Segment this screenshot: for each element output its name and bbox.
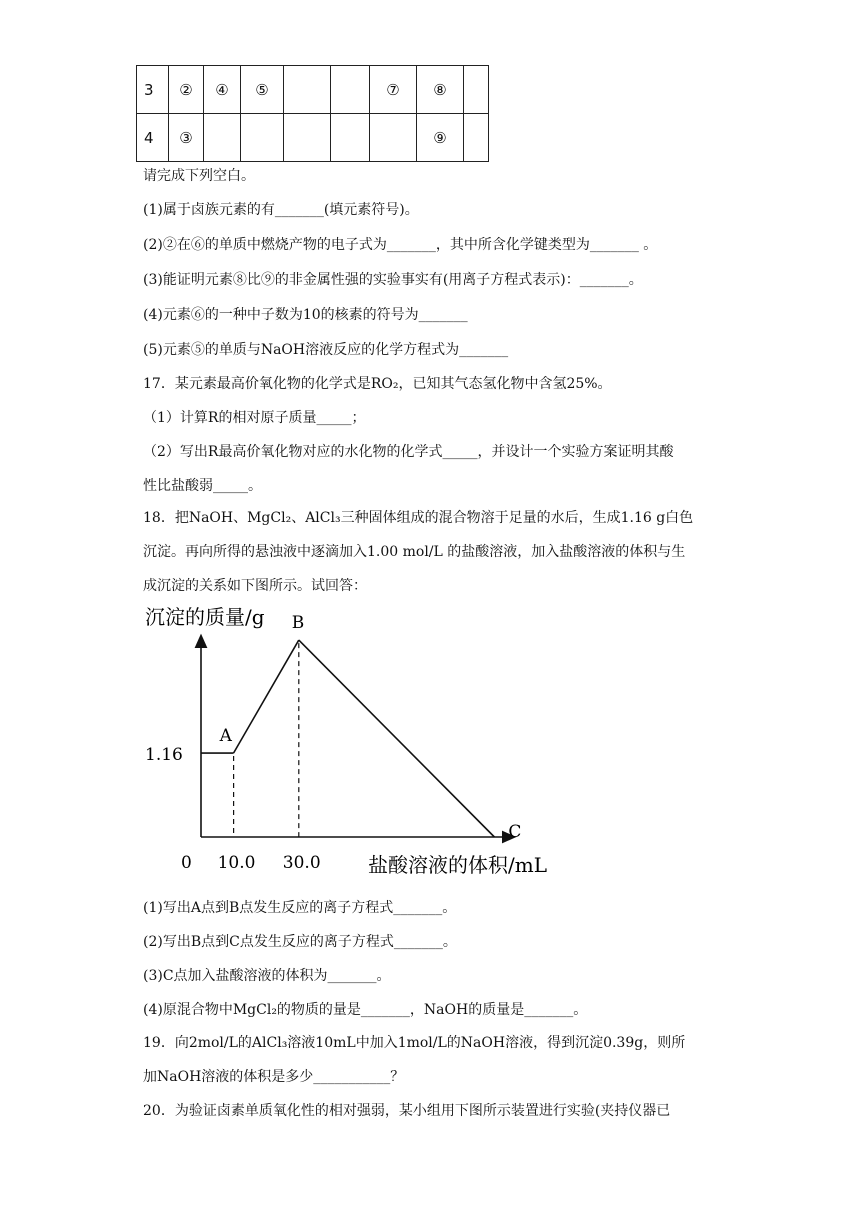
element-cell: ⑦ [370,66,417,114]
element-cell [464,114,489,162]
q18-part-1: (1)写出A点到B点发生反应的离子方程式_______。 [143,900,457,916]
series-segment [299,640,495,837]
q16-part-5: (5)元素⑤的单质与NaOH溶液反应的化学方程式为_______ [143,342,509,358]
intro-text: 请完成下列空白。 [143,168,255,184]
element-cell: ⑨ [417,114,464,162]
period-cell: 4 [137,114,169,162]
q18-part-2: (2)写出B点到C点发生反应的离子方程式_______。 [143,934,457,950]
element-cell [331,114,370,162]
x-tick-label: 30.0 [282,853,321,873]
q17-stem: 17．某元素最高价氧化物的化学式是RO₂，已知其气态氢化物中含氢25%。 [143,376,612,392]
q18-stem-3: 成沉淀的关系如下图所示。试回答： [143,578,367,594]
precipitate-chart [140,600,580,885]
q16-part-1: (1)属于卤族元素的有_______(填元素符号)。 [143,202,419,218]
point-label: B [291,613,305,634]
element-cell [284,66,331,114]
element-cell [241,114,284,162]
q18-part-3: (3)C点加入盐酸溶液的体积为_______。 [143,968,391,984]
element-cell: ⑤ [241,66,284,114]
q16-part-2: (2)②在⑥的单质中燃烧产物的电子式为_______，其中所含化学键类型为_______ 。 [143,237,658,253]
element-cell: ③ [169,114,204,162]
point-label: A [219,726,232,747]
q17-part-2b: 性比盐酸弱_____。 [143,478,262,494]
q17-part-1: （1）计算R的相对原子质量_____； [143,410,366,426]
element-cell: ④ [204,66,241,114]
element-cell [370,114,417,162]
element-cell [464,66,489,114]
element-cell [284,114,331,162]
series-segment [234,640,299,753]
q20-line-1: 20．为验证卤素单质氧化性的相对强弱，某小组用下图所示装置进行实验(夹持仪器已 [143,1103,671,1119]
table-row [137,66,489,114]
element-cell [204,114,241,162]
q18-stem-1: 18．把NaOH、MgCl₂、AlCl₃三种固体组成的混合物溶于足量的水后，生成1.16 g白色 [143,510,694,526]
q16-part-4: (4)元素⑥的一种中子数为10的核素的符号为_______ [143,307,468,323]
q17-part-2a: （2）写出R最高价氧化物对应的水化物的化学式_____，并设计一个实验方案证明其酸 [143,444,674,460]
q18-stem-2: 沉淀。再向所得的悬浊液中逐滴加入1.00 mol/L 的盐酸溶液，加入盐酸溶液的体积与生 [143,544,686,560]
q19-line-2: 加NaOH溶液的体积是多少___________？ [143,1069,405,1085]
periodic-table [136,65,489,162]
point-label: C [508,822,522,842]
y-axis-label: 沉淀的质量/g [145,605,265,629]
table-row [137,114,489,162]
q16-part-3: (3)能证明元素⑧比⑨的非金属性强的实验事实有(用离子方程式表示)：_______。 [143,272,643,288]
period-cell: 3 [137,66,169,114]
y-tick-label: 1.16 [145,745,183,766]
element-cell: ⑧ [417,66,464,114]
origin-label: 0 [181,853,192,873]
x-axis-label: 盐酸溶液的体积/mL [368,853,547,877]
q18-part-4: (4)原混合物中MgCl₂的物质的量是_______，NaOH的质量是_______。 [143,1002,588,1018]
x-tick-label: 10.0 [217,853,256,873]
element-cell: ② [169,66,204,114]
q19-line-1: 19．向2mol/L的AlCl₃溶液10mL中加入1mol/L的NaOH溶液，得到沉淀0.39g，则所 [143,1035,686,1051]
element-cell [331,66,370,114]
